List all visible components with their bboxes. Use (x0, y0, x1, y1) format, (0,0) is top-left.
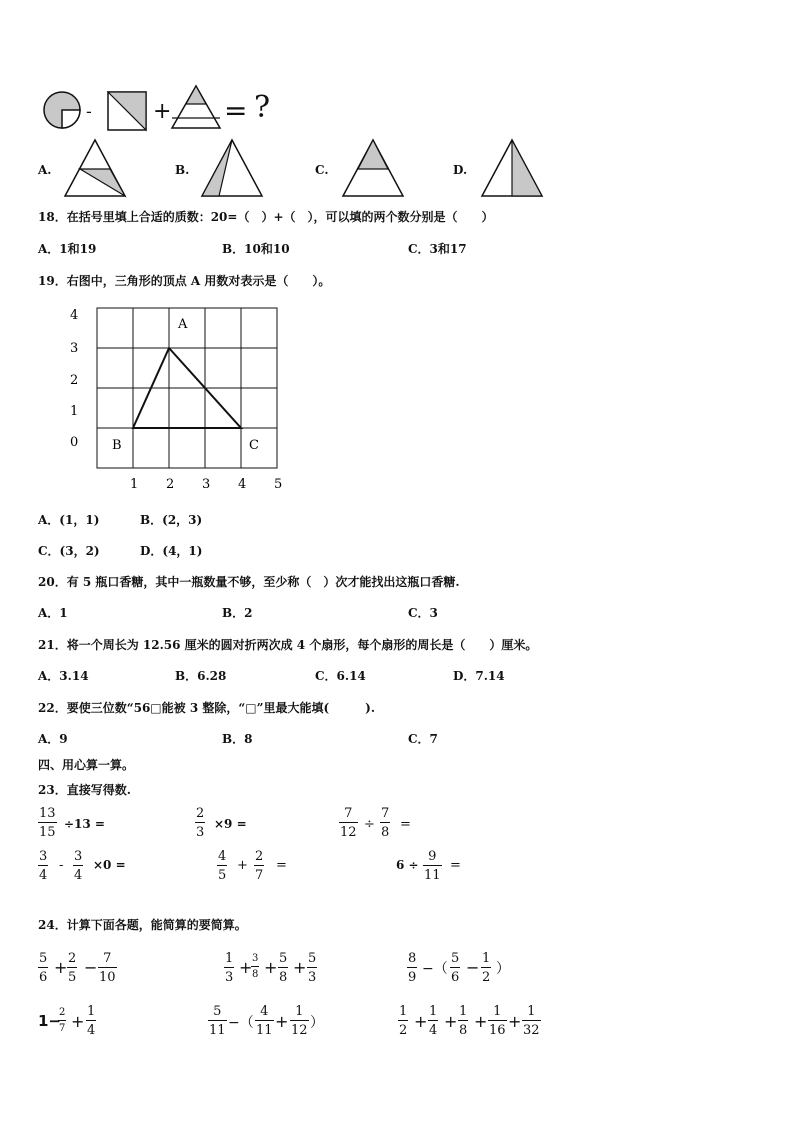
question-24: 24．计算下面各题，能简算的要简算。 (38, 918, 247, 932)
vertex-a-label: A (178, 317, 188, 332)
question-23: 23．直接写得数. (38, 783, 131, 797)
y-label-0: 0 (70, 435, 79, 450)
plus-sign: + (153, 99, 172, 124)
question-mark: ? (254, 90, 271, 125)
operator: + (54, 958, 68, 977)
fraction: 1 3 (225, 951, 234, 985)
operator: ） (496, 961, 510, 977)
question-22: 22．要使三位数“56□能被 3 整除，“□”里最大能填( ). (38, 701, 376, 715)
x-label-5: 5 (274, 477, 283, 492)
y-label-1: 1 (70, 404, 79, 419)
fraction: 5 6 (451, 951, 460, 985)
section-4-title: 四、用心算一算。 (38, 758, 135, 772)
vertex-c-label: C (249, 438, 259, 453)
fraction: 7 10 (99, 951, 116, 985)
minus-sign: - (86, 102, 92, 121)
operator: 1− (38, 1012, 62, 1030)
fraction: 3 4 (39, 849, 48, 883)
operator: − (466, 958, 480, 977)
q21-option-c[interactable]: C．6.14 (315, 669, 366, 683)
operator: + (293, 958, 307, 977)
operator: ÷ (364, 817, 375, 832)
expr-tail: = (450, 858, 461, 873)
operator: + (239, 958, 253, 977)
triangle-top-icon (172, 86, 220, 128)
fraction: 1 4 (429, 1004, 438, 1038)
y-label-3: 3 (70, 341, 79, 356)
fraction: 7 12 (340, 806, 357, 840)
q19-option-a[interactable]: A．(1，1) (38, 513, 100, 527)
expr-tail: ×0 = (93, 858, 126, 872)
square-half-icon (108, 92, 146, 130)
question-20: 20．有 5 瓶口香糖，其中一瓶数量不够，至少称（ ）次才能找出这瓶口香糖. (38, 575, 460, 589)
fraction: 5 8 (279, 951, 288, 985)
fraction: 1 4 (87, 1004, 96, 1038)
q22-option-b[interactable]: B．8 (222, 732, 253, 746)
operator: −（ (422, 961, 448, 977)
q18-option-b[interactable]: B．10和10 (222, 242, 290, 256)
q22-option-c[interactable]: C．7 (408, 732, 438, 746)
question-19: 19．右图中，三角形的顶点 A 用数对表示是（ ）。 (38, 274, 331, 288)
operator: + (71, 1012, 85, 1031)
q21-option-b[interactable]: B．6.28 (175, 669, 227, 683)
fraction: 2 5 (68, 951, 77, 985)
y-label-4: 4 (70, 308, 79, 323)
operator: − (84, 958, 98, 977)
fraction: 2 7 (255, 849, 264, 883)
q18-option-c[interactable]: C．3和17 (408, 242, 467, 256)
fraction: 4 5 (218, 849, 227, 883)
fraction: 2 7 (59, 1007, 66, 1034)
expr-tail: = (400, 817, 411, 832)
q19-option-b[interactable]: B．(2，3) (140, 513, 203, 527)
q19-option-d[interactable]: D．(4，1) (140, 544, 203, 558)
fraction: 1 16 (489, 1004, 506, 1038)
q17-option-d[interactable]: D. (453, 163, 468, 177)
q20-option-a[interactable]: A．1 (38, 606, 68, 620)
q20-option-b[interactable]: B．2 (222, 606, 253, 620)
y-label-2: 2 (70, 373, 79, 388)
q21-option-a[interactable]: A．3.14 (38, 669, 89, 683)
q17-option-c[interactable]: C. (315, 163, 329, 177)
fraction: 1 2 (482, 951, 491, 985)
fraction: 3 4 (74, 849, 83, 883)
operator: + (474, 1012, 488, 1031)
q19-option-c[interactable]: C．(3，2) (38, 544, 100, 558)
x-label-3: 3 (202, 477, 211, 492)
fraction: 1 8 (459, 1004, 468, 1038)
x-label-4: 4 (238, 477, 247, 492)
expr-tail: ×9 = (214, 817, 247, 831)
fraction: 1 32 (523, 1004, 540, 1038)
fraction: 1 12 (291, 1004, 308, 1038)
operator: + (264, 958, 278, 977)
option-a-figure (62, 138, 128, 198)
fraction: 9 11 (424, 849, 441, 883)
q17-option-a[interactable]: A. (38, 163, 52, 177)
question-18: 18．在括号里填上合适的质数：20=（ ）+（ ），可以填的两个数分别是（ ） (38, 210, 494, 224)
operator: + (237, 858, 248, 873)
operator: - (59, 858, 64, 873)
expr-head: 6 ÷ (396, 858, 419, 872)
question-21: 21．将一个周长为 12.56 厘米的圆对折两次成 4 个扇形，每个扇形的周长是（ ）厘米。 (38, 638, 538, 652)
option-d-figure (479, 138, 545, 198)
x-label-2: 2 (166, 477, 175, 492)
q18-option-a[interactable]: A．1和19 (38, 242, 97, 256)
option-c-figure (340, 138, 406, 198)
q22-option-a[interactable]: A．9 (38, 732, 68, 746)
operator: ） (310, 1015, 324, 1031)
q17-option-b[interactable]: B. (175, 163, 190, 177)
expr-tail: ÷13 = (64, 817, 105, 831)
q20-option-c[interactable]: C．3 (408, 606, 438, 620)
fraction: 2 3 (196, 806, 205, 840)
x-label-1: 1 (130, 477, 139, 492)
fraction: 5 11 (209, 1004, 226, 1038)
equals-sign: = (224, 94, 248, 127)
operator: + (275, 1012, 289, 1031)
fraction: 1 2 (399, 1004, 408, 1038)
expr-tail: = (276, 858, 287, 873)
q21-option-d[interactable]: D．7.14 (453, 669, 505, 683)
fraction: 4 11 (256, 1004, 273, 1038)
operator: + (444, 1012, 458, 1031)
fraction: 3 8 (252, 953, 259, 980)
operator: + (414, 1012, 428, 1031)
fraction: 7 8 (381, 806, 390, 840)
fraction: 5 3 (308, 951, 317, 985)
operator: −（ (228, 1015, 254, 1031)
operator: + (508, 1012, 522, 1031)
vertex-b-label: B (112, 438, 122, 453)
fraction: 13 15 (39, 806, 56, 840)
fraction: 5 6 (39, 951, 48, 985)
circle-quarter-icon (44, 92, 80, 128)
coordinate-grid (58, 302, 298, 497)
fraction: 8 9 (408, 951, 417, 985)
option-b-figure (199, 138, 265, 198)
